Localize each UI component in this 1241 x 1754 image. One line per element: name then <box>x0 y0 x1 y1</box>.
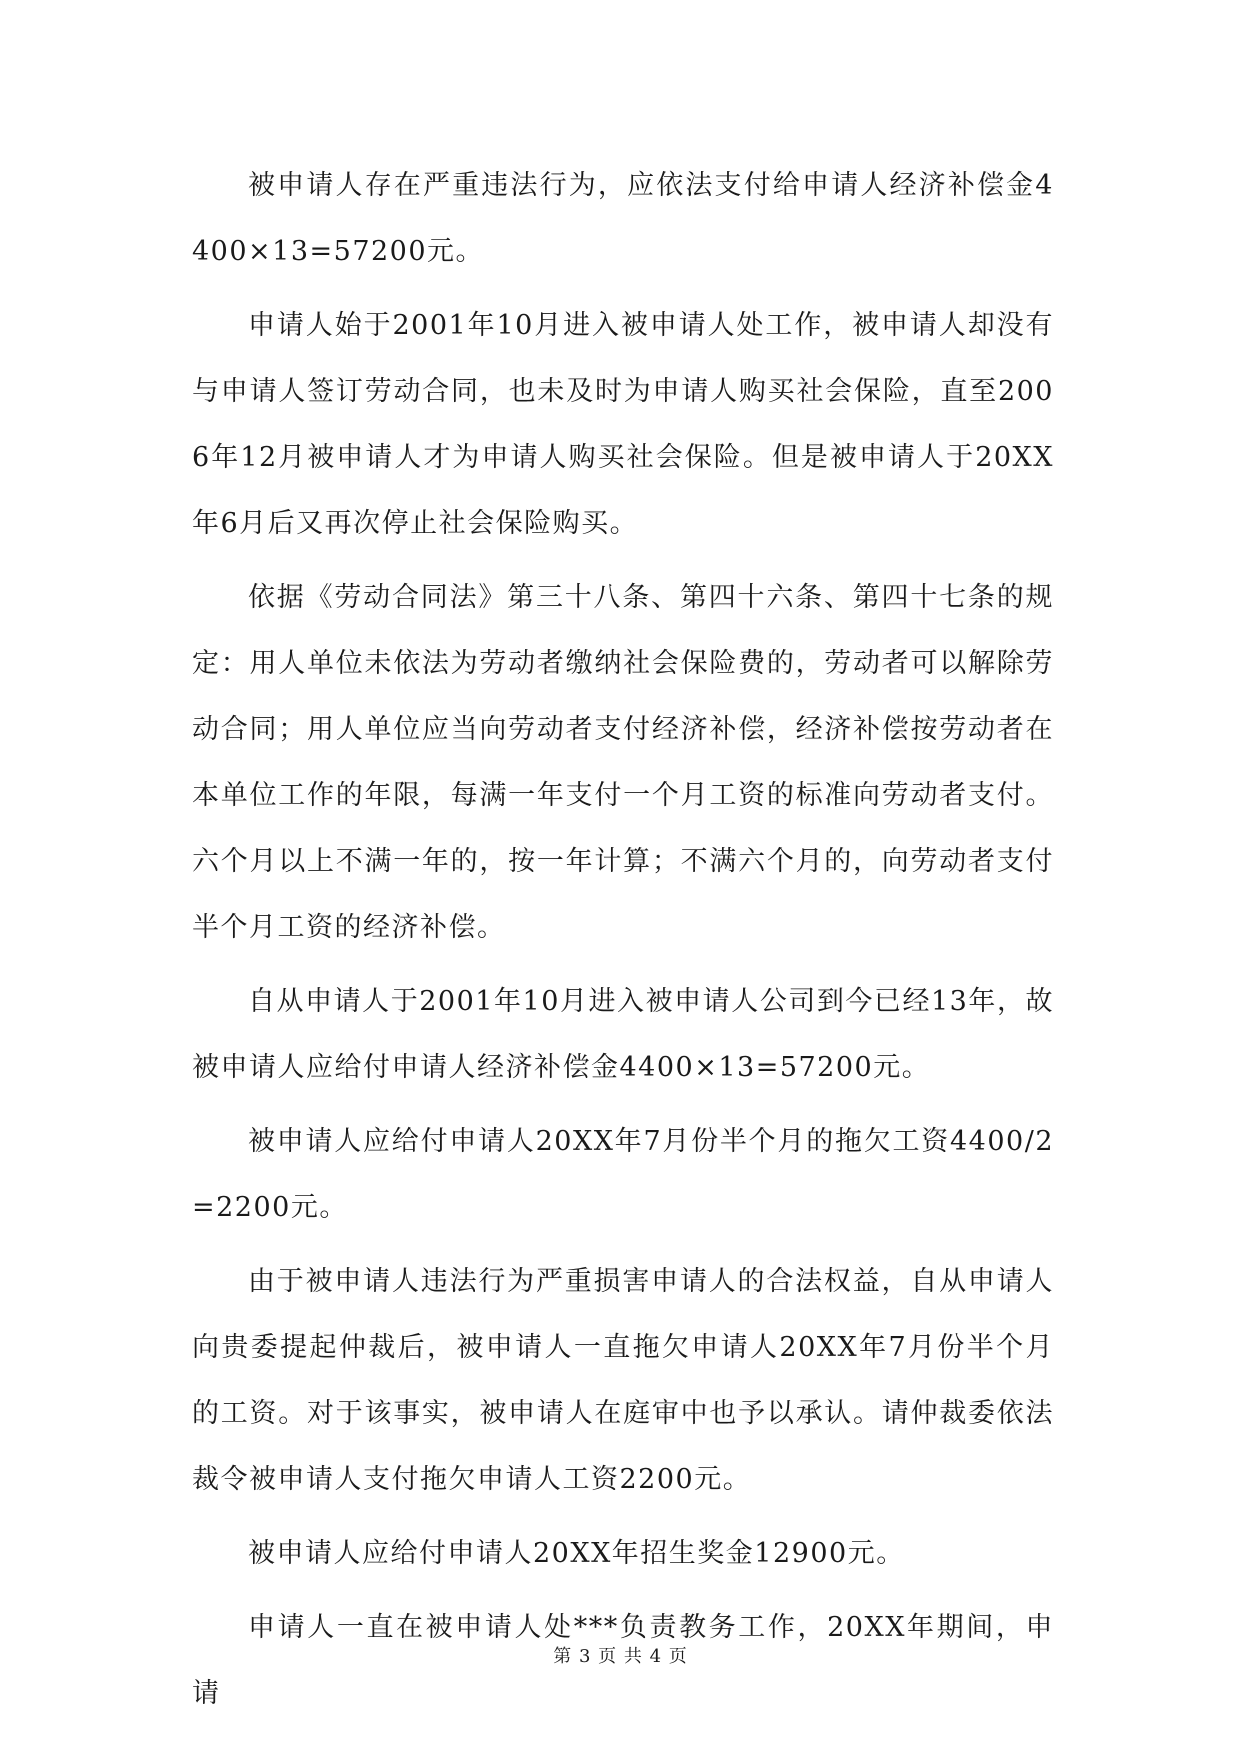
paragraph-employment-history: 申请人始于2001年10月进入被申请人处工作，被申请人却没有与申请人签订劳动合同，也未及时为申请人购买社会保险，直至2006年12月被申请人才为申请人购买社会保险。但是被申请人于20XX年6月后又再次停止社会保险购买。 <box>192 310 1054 539</box>
document-body <box>192 153 1054 1735</box>
paragraph-compensation-calculation: 自从申请人于2001年10月进入被申请人公司到今已经13年，故被申请人应给付申请人经济补偿金4400×13=57200元。 <box>192 986 1054 1083</box>
page-number-footer: 第 3 页 共 4 页 <box>553 1646 688 1667</box>
paragraph-bonus-facts: 申请人一直在被申请人处***负责教务工作，20XX年期间，申请 <box>192 1612 1054 1709</box>
paragraph-legal-basis: 依据《劳动合同法》第三十八条、第四十六条、第四十七条的规定：用人单位未依法为劳动者缴纳社会保险费的，劳动者可以解除劳动合同；用人单位应当向劳动者支付经济补偿，经济补偿按劳动者在本单位工作的年限，每满一年支付一个月工资的标准向劳动者支付。六个月以上不满一年的，按一年计算；不满六个月的，向劳动者支付半个月工资的经济补偿。 <box>192 582 1054 943</box>
paragraph-bonus-claim: 被申请人应给付申请人20XX年招生奖金12900元。 <box>248 1538 905 1569</box>
paragraph-compensation-claim: 被申请人存在严重违法行为，应依法支付给申请人经济补偿金4400×13=57200元。 <box>192 170 1054 267</box>
paragraph-unpaid-wages-facts: 由于被申请人违法行为严重损害申请人的合法权益，自从申请人向贵委提起仲裁后，被申请人一直拖欠申请人20XX年7月份半个月的工资。对于该事实，被申请人在庭审中也予以承认。请仲裁委依法裁令被申请人支付拖欠申请人工资2200元。 <box>192 1266 1054 1495</box>
paragraph-unpaid-wages-claim: 被申请人应给付申请人20XX年7月份半个月的拖欠工资4400/2=2200元。 <box>192 1126 1054 1223</box>
